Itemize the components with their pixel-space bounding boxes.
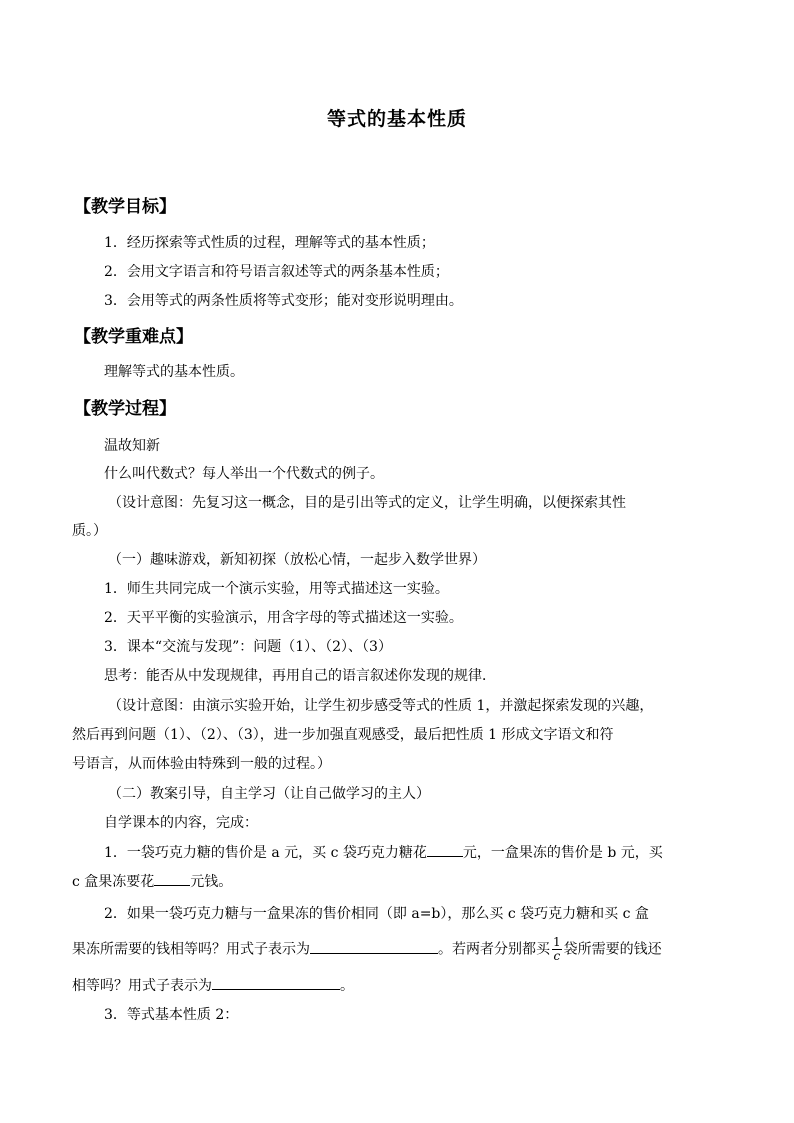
question-2-text-c: 袋所需要的钱还: [563, 941, 662, 958]
keypoints-text: 理解等式的基本性质。: [104, 364, 244, 380]
document-title: 等式的基本性质: [326, 108, 467, 130]
self-study-text: 自学课本的内容，完成：: [104, 815, 258, 831]
goals-heading: 【教学目标】: [74, 197, 176, 217]
question-1-line-2: [72, 871, 232, 892]
question-2-text-e: 。: [340, 978, 354, 994]
keypoints-heading: 【教学重难点】: [74, 327, 193, 347]
fraction-numerator: 1: [553, 935, 561, 949]
part1-title: （一）趣味游戏，新知初探（放松心情，一起步入数学世界）: [108, 552, 486, 568]
question-2-text-a: 果冻所需要的钱相等吗？用式子表示为: [72, 941, 310, 958]
question-2-line-1: 2．如果一袋巧克力糖与一盒果冻的售价相同（即 a=b），那么买 c 袋巧克力糖和买 c 盒: [104, 906, 649, 922]
design-intent-2-line-2: 然后再到问题（1）、（2）、（3），进一步加强直观感受，最后把性质 1 形成文字语文和符: [72, 727, 614, 743]
fraction-denominator: c: [553, 949, 561, 963]
review-title: 温故知新: [104, 438, 160, 454]
question-1-text-a: 1．一袋巧克力糖的售价是 a 元，买 c 袋巧克力糖花: [104, 845, 427, 861]
question-2-line-3: [72, 975, 354, 996]
question-3-text: 3．等式基本性质 2：: [104, 1007, 239, 1023]
design-intent-2-line-3: 号语言，从而体验由特殊到一般的过程。）: [72, 756, 331, 772]
design-intent-2-line-1: （设计意图：由演示实验开始，让学生初步感受等式的性质 1，并激起探索发现的兴趣，: [108, 698, 654, 714]
design-intent-1-line-2: 质。）: [72, 523, 107, 539]
part1-item-2: 2．天平平衡的实验演示，用含字母的等式描述这一实验。: [104, 610, 463, 626]
question-1-text-c: c 盒果冻要花: [72, 874, 155, 890]
think-text: 思考：能否从中发现规律，再用自己的语言叙述你发现的规律．: [104, 668, 496, 684]
review-question: 什么叫代数式？每人举出一个代数式的例子。: [104, 466, 384, 482]
part1-item-3: 3．课本“交流与发现”：问题（1）、（2）、（3）: [104, 639, 392, 655]
process-heading: 【教学过程】: [74, 399, 176, 419]
question-2-text-d: 相等吗？用式子表示为: [72, 978, 212, 994]
part1-item-1: 1．师生共同完成一个演示实验，用等式描述这一实验。: [104, 581, 449, 597]
answer-blank-2[interactable]: [154, 871, 190, 886]
question-2-line-2: [72, 936, 662, 963]
answer-blank-4[interactable]: [212, 975, 340, 990]
question-1-text-d: 元钱。: [190, 874, 233, 890]
answer-blank-3[interactable]: [310, 939, 438, 954]
design-intent-1-line-1: （设计意图：先复习这一概念，目的是引出等式的定义，让学生明确，以便探索其性: [108, 495, 626, 511]
goal-item-2: 2．会用文字语言和符号语言叙述等式的两条基本性质；: [104, 264, 449, 280]
fraction-one-over-c: [552, 936, 562, 963]
part2-title: （二）教案引导，自主学习（让自己做学习的主人）: [108, 786, 430, 802]
goal-item-1: 1．经历探索等式性质的过程，理解等式的基本性质；: [104, 235, 435, 251]
question-1-text-b: 元，一盒果冻的售价是 b 元，买: [462, 845, 663, 861]
question-1-line-1: [104, 842, 663, 863]
answer-blank-1[interactable]: [427, 842, 463, 857]
goal-item-3: 3．会用等式的两条性质将等式变形；能对变形说明理由。: [104, 293, 463, 309]
question-2-text-b: 。若两者分别都买: [438, 941, 550, 958]
